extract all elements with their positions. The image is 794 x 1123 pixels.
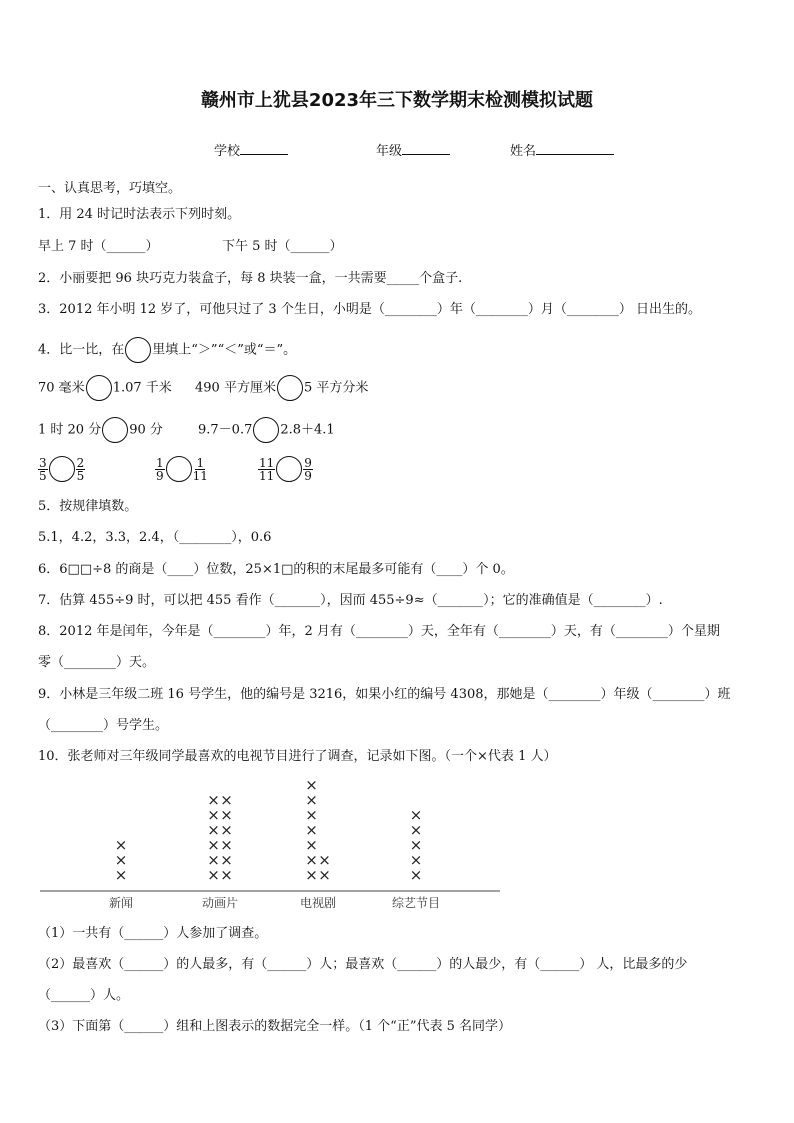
tally-mark: × <box>409 851 423 869</box>
tally-mark: × <box>220 806 233 824</box>
tally-mark: × <box>114 851 128 869</box>
tally-mark: × <box>409 821 423 839</box>
category-label: 动画片 <box>201 896 239 910</box>
compare-left: 1 时 20 分 <box>38 422 102 438</box>
tally-mark: × <box>409 806 423 824</box>
question-8-line2: 零（________）天。 <box>38 655 156 670</box>
fraction-left: $\frac{11}{11}$ <box>259 455 275 483</box>
question-10: 10．张老师对三年级同学最喜欢的电视节目进行了调查，记录如下图。（一个×代表 1 人） <box>38 749 557 764</box>
page-title: 赣州市上犹县2023年三下数学期末检测模拟试题 <box>200 90 594 111</box>
answer-circle[interactable] <box>166 456 192 482</box>
tally-chart <box>0 770 520 915</box>
tally-mark: × <box>409 836 423 854</box>
answer-circle[interactable] <box>86 375 112 401</box>
question-10-3: （3）下面第（______）组和上图表示的数据完全一样。（1 个“正”代表 5 名同学） <box>38 1019 512 1034</box>
question-10-1: （1）一共有（______）人参加了调查。 <box>38 926 268 941</box>
name-label: 姓名 <box>510 144 537 159</box>
q4-suffix: 里填上“＞”“＜”或“＝”。 <box>152 342 297 358</box>
compare-left: 490 平方厘米 <box>195 380 276 396</box>
tally-mark: × <box>207 866 220 884</box>
compare-item <box>258 456 313 482</box>
name-field[interactable] <box>510 140 614 159</box>
compare-right: 1.07 千米 <box>112 380 172 396</box>
school-field[interactable] <box>214 140 288 159</box>
name-blank[interactable] <box>536 141 614 155</box>
tally-mark: × <box>207 806 220 824</box>
tally-mark: × <box>207 836 220 854</box>
compare-left: 9.7－0.7 <box>198 422 253 438</box>
answer-circle[interactable] <box>102 417 128 443</box>
question-4 <box>38 337 296 363</box>
question-3: 3．2012 年小明 12 岁了，可他只过了 3 个生日，小明是（________）年（________）月（________） 日出生的。 <box>38 302 701 317</box>
tally-mark: × <box>220 791 233 809</box>
tally-mark: × <box>318 866 331 884</box>
category-label: 新闻 <box>108 896 134 910</box>
compare-item <box>195 375 368 401</box>
compare-right: 2.8＋4.1 <box>280 422 335 438</box>
tally-mark: × <box>220 821 233 839</box>
tally-mark: × <box>409 866 423 884</box>
compare-item <box>155 456 208 482</box>
question-1: 1．用 24 时记时法表示下列时刻。 <box>38 207 241 222</box>
category-label: 综艺节目 <box>391 896 441 910</box>
section-heading: 一、认真思考，巧填空。 <box>38 181 182 196</box>
q4-prefix: 4．比一比，在 <box>38 342 125 358</box>
tally-mark: × <box>305 866 318 884</box>
question-9-line2: （________）号学生。 <box>38 718 169 733</box>
question-1a: 早上 7 时（______） <box>38 239 159 254</box>
answer-circle[interactable] <box>277 375 303 401</box>
answer-circle[interactable] <box>49 456 75 482</box>
tally-mark: × <box>114 866 128 884</box>
question-8-line1: 8．2012 年是闰年，今年是（________）年，2 月有（________）天，全年有（________）天，有（________）个星期 <box>38 624 720 639</box>
compare-right: 5 平方分米 <box>303 380 369 396</box>
tally-mark: × <box>305 821 318 839</box>
fraction-right: $\frac{1}{11}$ <box>192 455 208 483</box>
tally-mark: × <box>207 851 220 869</box>
fraction-right: $\frac{2}{5}$ <box>76 455 85 483</box>
tally-mark: × <box>305 836 318 854</box>
compare-right: 90 分 <box>129 422 163 438</box>
answer-circle[interactable] <box>253 417 279 443</box>
compare-item <box>38 456 85 482</box>
question-6: 6．6□□÷8 的商是（____）位数，25×1□的积的末尾最多可能有（____）个 0。 <box>38 562 514 577</box>
grade-field[interactable] <box>376 140 450 159</box>
question-5: 5．按规律填数。 <box>38 499 138 514</box>
school-blank[interactable] <box>240 141 288 155</box>
tally-mark: × <box>305 806 318 824</box>
tally-mark: × <box>305 851 318 869</box>
tally-mark: × <box>220 836 233 854</box>
tally-mark: × <box>207 821 220 839</box>
tally-mark: × <box>305 776 318 794</box>
fraction-right: $\frac{9}{9}$ <box>304 455 312 483</box>
compare-left: 70 毫米 <box>38 380 85 396</box>
tally-mark: × <box>114 836 128 854</box>
category-label: 电视剧 <box>299 896 337 910</box>
tally-mark: × <box>305 791 318 809</box>
school-label: 学校 <box>214 144 241 159</box>
compare-item <box>38 417 163 443</box>
compare-circle-icon <box>125 337 151 363</box>
answer-circle[interactable] <box>276 456 302 482</box>
tally-mark: × <box>220 851 233 869</box>
question-2: 2．小丽要把 96 块巧克力装盒子，每 8 块装一盒，一共需要_____个盒子. <box>38 271 463 286</box>
question-1b: 下午 5 时（______） <box>222 239 343 254</box>
fraction-left: $\frac{3}{5}$ <box>39 455 47 483</box>
tally-mark: × <box>220 866 233 884</box>
grade-blank[interactable] <box>402 141 450 155</box>
question-7: 7．估算 455÷9 时，可以把 455 看作（_______），因而 455÷9≈（_______）；它的准确值是（________）. <box>38 593 663 608</box>
fraction-left: $\frac{1}{9}$ <box>156 455 164 483</box>
grade-label: 年级 <box>376 144 403 159</box>
tally-mark: × <box>318 851 331 869</box>
compare-item <box>198 417 335 443</box>
question-9-line1: 9．小林是三年级二班 16 号学生，他的编号是 3216，如果小红的编号 4308，那她是（________）年级（________）班 <box>38 687 731 702</box>
question-5-sequence: 5.1，4.2，3.3，2.4，（________），0.6 <box>38 530 272 545</box>
tally-mark: × <box>207 791 220 809</box>
compare-item <box>38 375 172 401</box>
question-10-2-line2: （______）人。 <box>38 988 130 1003</box>
question-10-2-line1: （2）最喜欢（______）的人最多，有（______）人；最喜欢（______）的人最少，有（______） 人，比最多的少 <box>38 957 688 972</box>
